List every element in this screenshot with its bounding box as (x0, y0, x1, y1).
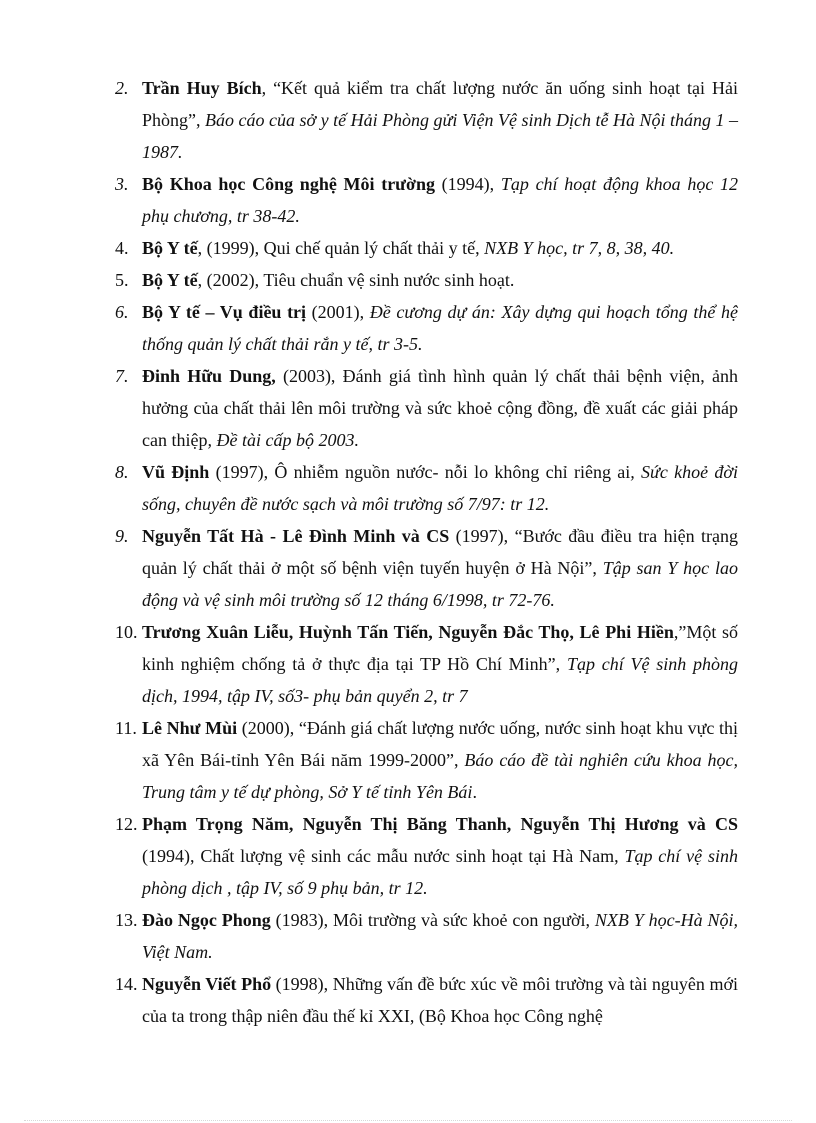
reference-item (115, 456, 738, 520)
reference-text: (1983), Môi trường và sức khoẻ con người, (270, 910, 595, 930)
reference-text: (1998), Những vấn đề bức xúc về môi trường và tài nguyên mới của ta trong thập niên đầu thế kỉ XXI, (Bộ Khoa học Công nghệ (142, 974, 738, 1026)
reference-author: Đinh Hữu Dung, (142, 366, 276, 386)
reference-author: Vũ Định (142, 462, 210, 482)
reference-text: , “Kết quả kiểm tra chất lượng nước ăn uống sinh hoạt tại Hải Phòng”, (142, 78, 738, 130)
reference-number: 9. (115, 526, 129, 546)
reference-item (115, 232, 738, 264)
reference-text: (1997), Ô nhiễm nguồn nước- nỗi lo không chỉ riêng ai (209, 462, 631, 482)
reference-text: ,”Một số kinh nghiệm chống tả ở thực địa tại TP Hồ Chí Minh”, (142, 622, 739, 674)
reference-author: Bộ Y tế (142, 270, 198, 290)
reference-item (115, 264, 738, 296)
reference-author: Lê Như Mùi (142, 718, 238, 738)
reference-number: 11. (115, 718, 137, 738)
reference-number: 7. (115, 366, 129, 386)
reference-text: (1994), (434, 174, 501, 194)
reference-source: NXB Y học-Hà Nội, Việt Nam. (142, 910, 738, 962)
reference-item (115, 72, 738, 168)
reference-number: 4. (115, 238, 129, 258)
reference-author: Nguyễn Viết Phổ (142, 974, 272, 994)
reference-item (115, 360, 738, 456)
reference-item (115, 520, 738, 616)
reference-number: 3. (115, 174, 129, 194)
reference-item (115, 808, 738, 904)
reference-author: Trương Xuân Liễu, Huỳnh Tấn Tiến, Nguyễn Đắc Thọ, Lê Phi Hiền (142, 622, 674, 642)
reference-source: Báo cáo đề tài nghiên cứu khoa học, Trung tâm y tế dự phòng, Sở Y tế tỉnh Yên Bái (142, 750, 738, 802)
reference-author: Nguyễn Tất Hà - Lê Đình Minh và CS (142, 526, 450, 546)
reference-list (115, 72, 738, 1032)
reference-author: Đào Ngọc Phong (142, 910, 271, 930)
reference-number: 8. (115, 462, 129, 482)
reference-number: 5. (115, 270, 129, 290)
reference-author: Bộ Khoa học Công nghệ Môi trường (142, 174, 435, 194)
reference-text: , (2002), Tiêu chuẩn vệ sinh nước sinh hoạt. (197, 270, 515, 290)
reference-source: Tạp chí hoạt động khoa học 12 phụ chương, tr 38-42. (142, 174, 739, 226)
reference-item (115, 296, 738, 360)
reference-item (115, 968, 738, 1032)
reference-text: (2003), Đánh giá tình hình quản lý chất thải bệnh viện, ảnh hưởng của chất thải lên môi trường và sức khoẻ cộng đồng, đề xuất các giải pháp can thiệp (142, 366, 738, 450)
reference-item (115, 616, 738, 712)
reference-author: Bộ Y tế (142, 238, 198, 258)
reference-tail: . (472, 782, 477, 802)
reference-author: Bộ Y tế – Vụ điều trị (142, 302, 307, 322)
reference-item (115, 904, 738, 968)
reference-text: (1994), Chất lượng vệ sinh các mẫu nước sinh hoạt tại Hà Nam, (142, 846, 625, 866)
reference-source: , Sức khoẻ đời sống, chuyên đề nước sạch và môi trường số 7/97: tr 12. (142, 462, 738, 514)
reference-source: Báo cáo của sở y tế Hải Phòng gửi Viện Vệ sinh Dịch tễ Hà Nội tháng 1 –1987. (142, 110, 739, 162)
reference-author: Trần Huy Bích (142, 78, 262, 98)
reference-source: , Đề tài cấp bộ 2003. (207, 430, 359, 450)
reference-source: Đề cương dự án: Xây dựng qui hoạch tổng thể hệ thống quản lý chất thải rắn y tế, tr 3-5. (142, 302, 738, 354)
reference-number: 10. (115, 622, 138, 642)
reference-number: 6. (115, 302, 129, 322)
reference-item (115, 168, 738, 232)
reference-source: NXB Y học, tr 7, 8, 38, 40. (484, 238, 675, 258)
reference-text: (2000), “Đánh giá chất lượng nước uống, nước sinh hoạt khu vực thị xã Yên Bái-tỉnh Yên Bái năm 1999-2000”, (142, 718, 739, 770)
reference-number: 2. (115, 78, 129, 98)
reference-text: (1997), “Bước đầu điều tra hiện trạng quản lý chất thải ở một số bệnh viện tuyến huyện ở Hà Nội”, (142, 526, 738, 578)
reference-author: Phạm Trọng Năm, Nguyễn Thị Băng Thanh, Nguyễn Thị Hương và CS (142, 814, 738, 834)
reference-text: , (1999), Qui chế quản lý chất thải y tế, (197, 238, 485, 258)
reference-source: Tập san Y học lao động và vệ sinh môi trường số 12 tháng 6/1998, tr 72-76. (142, 558, 738, 610)
reference-number: 12. (115, 814, 138, 834)
reference-source: Tạp chí Vệ sinh phòng dịch, 1994, tập IV, số3- phụ bản quyển 2, tr 7 (142, 654, 738, 706)
reference-item (115, 712, 738, 808)
page-bottom-divider (24, 1120, 792, 1121)
reference-source: Tạp chí vệ sinh phòng dịch , tập IV, số 9 phụ bản, tr 12. (142, 846, 738, 898)
reference-text: (2001), (306, 302, 370, 322)
reference-number: 14. (115, 974, 138, 994)
reference-number: 13. (115, 910, 138, 930)
